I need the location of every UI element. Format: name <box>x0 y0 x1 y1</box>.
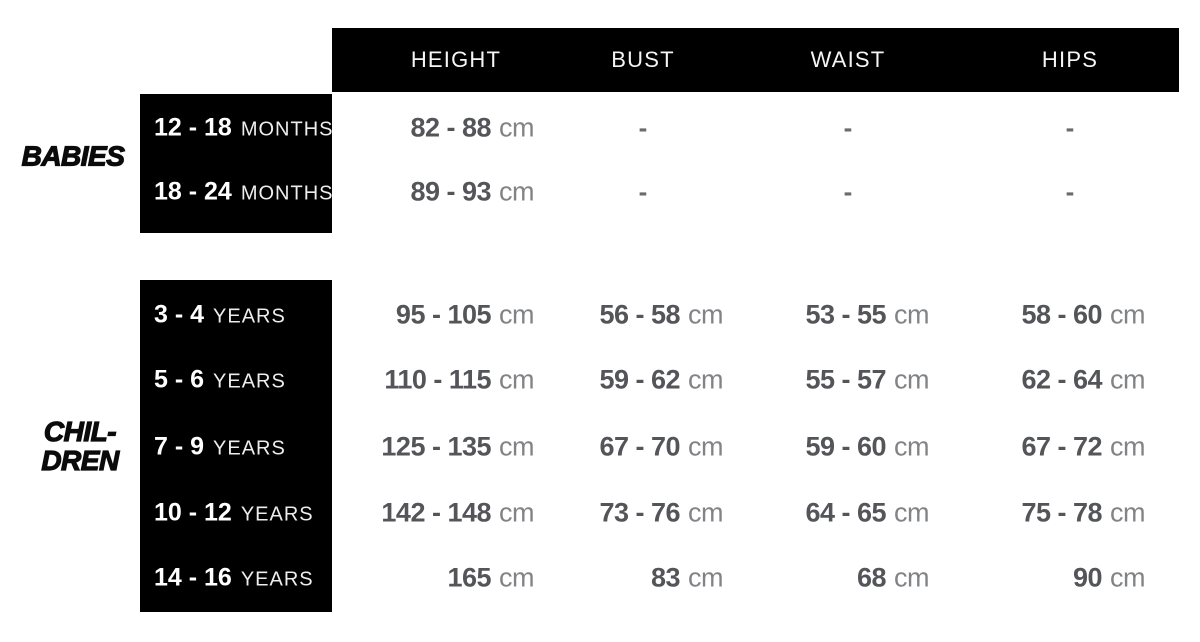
group-label-children-line1: CHIL- <box>43 416 117 447</box>
cell-babies2-height <box>410 177 534 208</box>
measurement-unit: cm <box>499 497 534 528</box>
measurement-value: 67 - 70 <box>599 431 680 462</box>
measurement-value: 89 - 93 <box>410 176 491 207</box>
cell-babies2-hips-dash: - <box>1065 176 1075 207</box>
measurement-value: 64 - 65 <box>805 497 886 528</box>
cell-children3-waist <box>805 432 929 463</box>
measurement-unit: cm <box>499 562 534 593</box>
measurement-unit: cm <box>894 364 929 395</box>
measurement-unit: cm <box>688 299 723 330</box>
group-label-children-line2: DREN <box>41 445 119 476</box>
measurement-value: 142 - 148 <box>381 497 491 528</box>
measurement-unit: cm <box>894 299 929 330</box>
measurement-unit: cm <box>894 431 929 462</box>
measurement-value: 165 <box>447 562 491 593</box>
age-unit: MONTHS <box>240 182 334 205</box>
measurement-unit: cm <box>1110 364 1145 395</box>
cell-children1-hips <box>1021 300 1145 331</box>
measurement-unit: cm <box>688 364 723 395</box>
age-range: 5 - 6 <box>154 365 205 394</box>
measurement-value: 59 - 60 <box>805 431 886 462</box>
cell-children3-height <box>381 432 534 463</box>
age-range: 3 - 4 <box>154 300 205 329</box>
cell-children2-waist <box>805 365 929 396</box>
measurement-unit: cm <box>1110 299 1145 330</box>
age-unit: YEARS <box>213 437 286 460</box>
measurement-value: 82 - 88 <box>410 112 491 143</box>
measurement-unit: cm <box>499 364 534 395</box>
column-header-hips: HIPS <box>1041 47 1099 72</box>
measurement-value: 83 <box>650 562 680 593</box>
age-range: 10 - 12 <box>154 498 232 527</box>
age-range: 7 - 9 <box>154 432 205 461</box>
cell-babies2-bust-dash: - <box>638 176 648 207</box>
cell-children2-height <box>384 365 534 396</box>
cell-children4-hips <box>1021 498 1145 529</box>
cell-children4-height <box>381 498 534 529</box>
measurement-value: 59 - 62 <box>599 364 680 395</box>
cell-babies1-height <box>410 113 534 144</box>
measurement-value: 67 - 72 <box>1021 431 1102 462</box>
measurement-value: 58 - 60 <box>1021 299 1102 330</box>
cell-children1-waist <box>805 300 929 331</box>
cell-children4-waist <box>805 498 929 529</box>
age-unit: YEARS <box>213 370 286 393</box>
cell-babies1-hips-dash: - <box>1065 112 1075 143</box>
measurement-value: 62 - 64 <box>1021 364 1102 395</box>
measurement-value: 125 - 135 <box>381 431 491 462</box>
measurement-value: 55 - 57 <box>805 364 886 395</box>
age-range: 18 - 24 <box>154 177 232 206</box>
cell-babies1-waist-dash: - <box>843 112 853 143</box>
measurement-unit: cm <box>499 176 534 207</box>
age-range: 14 - 16 <box>154 563 232 592</box>
cell-children3-bust <box>599 432 723 463</box>
cell-children5-height <box>447 563 534 594</box>
cell-children2-bust <box>599 365 723 396</box>
cell-children2-hips <box>1021 365 1145 396</box>
measurement-unit: cm <box>499 299 534 330</box>
age-unit: YEARS <box>240 503 314 526</box>
age-unit: YEARS <box>213 305 286 328</box>
measurement-value: 73 - 76 <box>599 497 680 528</box>
cell-children1-bust <box>599 300 723 331</box>
measurement-unit: cm <box>894 497 929 528</box>
measurement-unit: cm <box>688 497 723 528</box>
measurement-unit: cm <box>1110 431 1145 462</box>
cell-children3-hips <box>1021 432 1145 463</box>
measurement-value: 56 - 58 <box>599 299 680 330</box>
measurement-value: 53 - 55 <box>805 299 886 330</box>
measurement-value: 68 <box>856 562 886 593</box>
cell-children5-waist <box>857 563 929 594</box>
age-unit: MONTHS <box>240 118 334 141</box>
column-header-height: HEIGHT <box>410 47 502 72</box>
measurement-unit: cm <box>688 562 723 593</box>
cell-children5-hips <box>1073 563 1145 594</box>
column-header-bust: BUST <box>611 47 675 72</box>
age-range: 12 - 18 <box>154 113 232 142</box>
measurement-unit: cm <box>688 431 723 462</box>
cell-children5-bust <box>651 563 723 594</box>
measurement-unit: cm <box>1110 562 1145 593</box>
measurement-value: 110 - 115 <box>384 364 491 395</box>
measurement-unit: cm <box>894 562 929 593</box>
measurement-value: 95 - 105 <box>395 299 491 330</box>
measurement-value: 90 <box>1072 562 1102 593</box>
measurement-unit: cm <box>1110 497 1145 528</box>
cell-children1-height <box>396 300 534 331</box>
group-label-babies: BABIES <box>21 140 125 172</box>
cell-babies2-waist-dash: - <box>843 176 853 207</box>
age-unit: YEARS <box>240 568 314 591</box>
column-header-waist: WAIST <box>810 47 886 72</box>
measurement-unit: cm <box>499 112 534 143</box>
measurement-unit: cm <box>499 431 534 462</box>
measurement-value: 75 - 78 <box>1021 497 1102 528</box>
cell-babies1-bust-dash: - <box>638 112 648 143</box>
cell-children4-bust <box>599 498 723 529</box>
